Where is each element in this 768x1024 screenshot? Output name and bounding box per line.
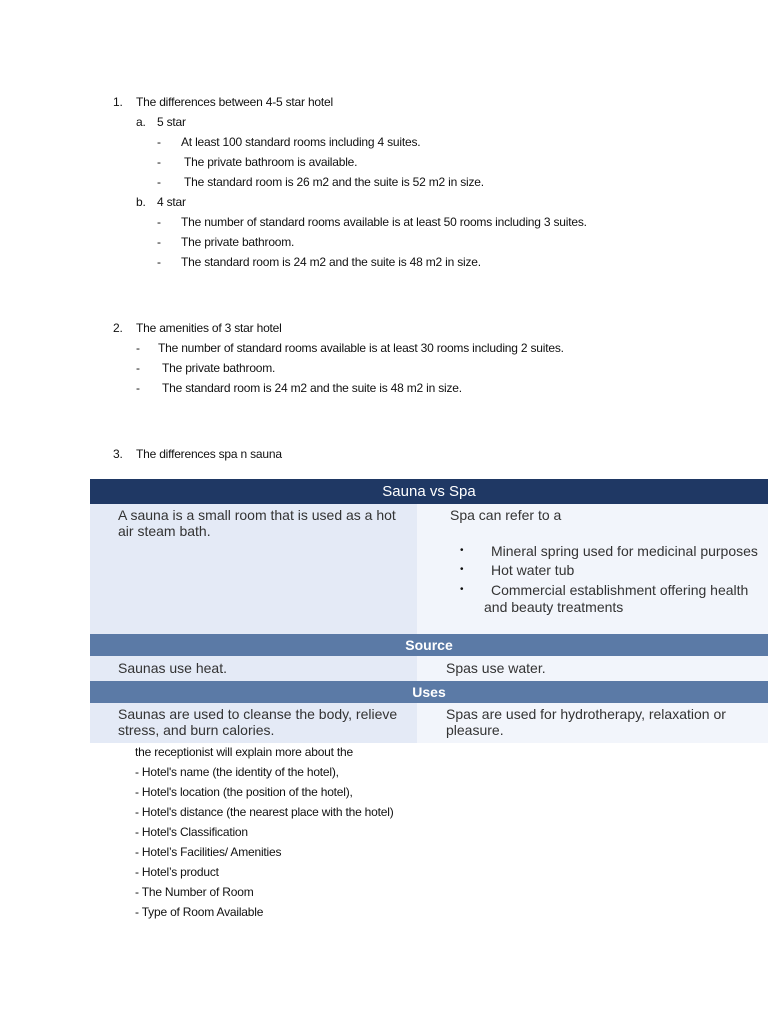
list-item: - Hotel’s product <box>135 865 219 879</box>
dash: - <box>157 155 161 169</box>
uses-header: Uses <box>90 681 768 703</box>
list-item: - Hotel's distance (the nearest place with the hotel) <box>135 805 394 819</box>
section1-title: The differences between 4-5 star hotel <box>136 95 333 109</box>
dash: - <box>157 255 161 269</box>
section1-number: 1. <box>113 95 123 109</box>
list-item: - Hotel's location (the position of the hotel), <box>135 785 353 799</box>
source-header: Source <box>90 634 768 656</box>
uses-right-cell <box>417 703 768 743</box>
section1-sub-a-letter: a. <box>136 115 146 129</box>
section1-sub-a-label: 5 star <box>157 115 186 129</box>
dash: - <box>157 175 161 189</box>
list-item: - Hotel's name (the identity of the hotel), <box>135 765 339 779</box>
dash: - <box>136 341 140 355</box>
dash: - <box>136 381 140 395</box>
list-item: The number of standard rooms available is at least 30 rooms including 2 suites. <box>158 341 564 355</box>
source-left-text: Saunas use heat. <box>118 660 227 676</box>
list-item: Mineral spring used for medicinal purposes <box>491 543 758 559</box>
section1-sub-b-letter: b. <box>136 195 146 209</box>
source-right-text: Spas use water. <box>446 660 546 676</box>
section2-number: 2. <box>113 321 123 335</box>
list-item: The standard room is 24 m2 and the suite is 48 m2 in size. <box>162 381 462 395</box>
section1-sub-b-label: 4 star <box>157 195 186 209</box>
source-left-cell <box>90 656 417 681</box>
uses-left-cell <box>90 703 417 743</box>
dash: - <box>157 235 161 249</box>
dash: - <box>136 361 140 375</box>
dash: - <box>157 135 161 149</box>
list-item: - The Number of Room <box>135 885 254 899</box>
uses-right-text: Spas are used for hydrotherapy, relaxation or pleasure. <box>446 706 726 738</box>
definition-right-cell <box>417 504 768 634</box>
bullet-dot: • <box>460 545 464 556</box>
section3-number: 3. <box>113 447 123 461</box>
bullet-dot: • <box>460 564 464 575</box>
receptionist-intro: the receptionist will explain more about the <box>135 745 353 759</box>
list-item: The standard room is 26 m2 and the suite is 52 m2 in size. <box>184 175 484 189</box>
list-item: The standard room is 24 m2 and the suite is 48 m2 in size. <box>181 255 481 269</box>
definition-left-cell <box>90 504 417 634</box>
uses-left-text: Saunas are used to cleanse the body, relieve stress, and burn calories. <box>118 706 398 738</box>
list-item: Hot water tub <box>491 562 575 578</box>
list-item: Commercial establishment offering health <box>491 582 749 598</box>
list-item: The private bathroom. <box>162 361 276 375</box>
definition-left-text: A sauna is a small room that is used as a hot air steam bath. <box>118 507 396 539</box>
dash: - <box>157 215 161 229</box>
list-item: and beauty treatments <box>484 599 624 615</box>
table-title: Sauna vs Spa <box>90 479 768 504</box>
source-right-cell <box>417 656 768 681</box>
list-item: - Type of Room Available <box>135 905 264 919</box>
bullet-dot: • <box>460 584 464 595</box>
section2-title: The amenities of 3 star hotel <box>136 321 282 335</box>
list-item: The private bathroom. <box>181 235 295 249</box>
definition-right-intro: Spa can refer to a <box>450 507 562 523</box>
section3-title: The differences spa n sauna <box>136 447 282 461</box>
list-item: - Hotel's Classification <box>135 825 248 839</box>
list-item: The number of standard rooms available is at least 50 rooms including 3 suites. <box>181 215 587 229</box>
list-item: The private bathroom is available. <box>184 155 358 169</box>
list-item: At least 100 standard rooms including 4 suites. <box>181 135 421 149</box>
list-item: - Hotel’s Facilities/ Amenities <box>135 845 282 859</box>
